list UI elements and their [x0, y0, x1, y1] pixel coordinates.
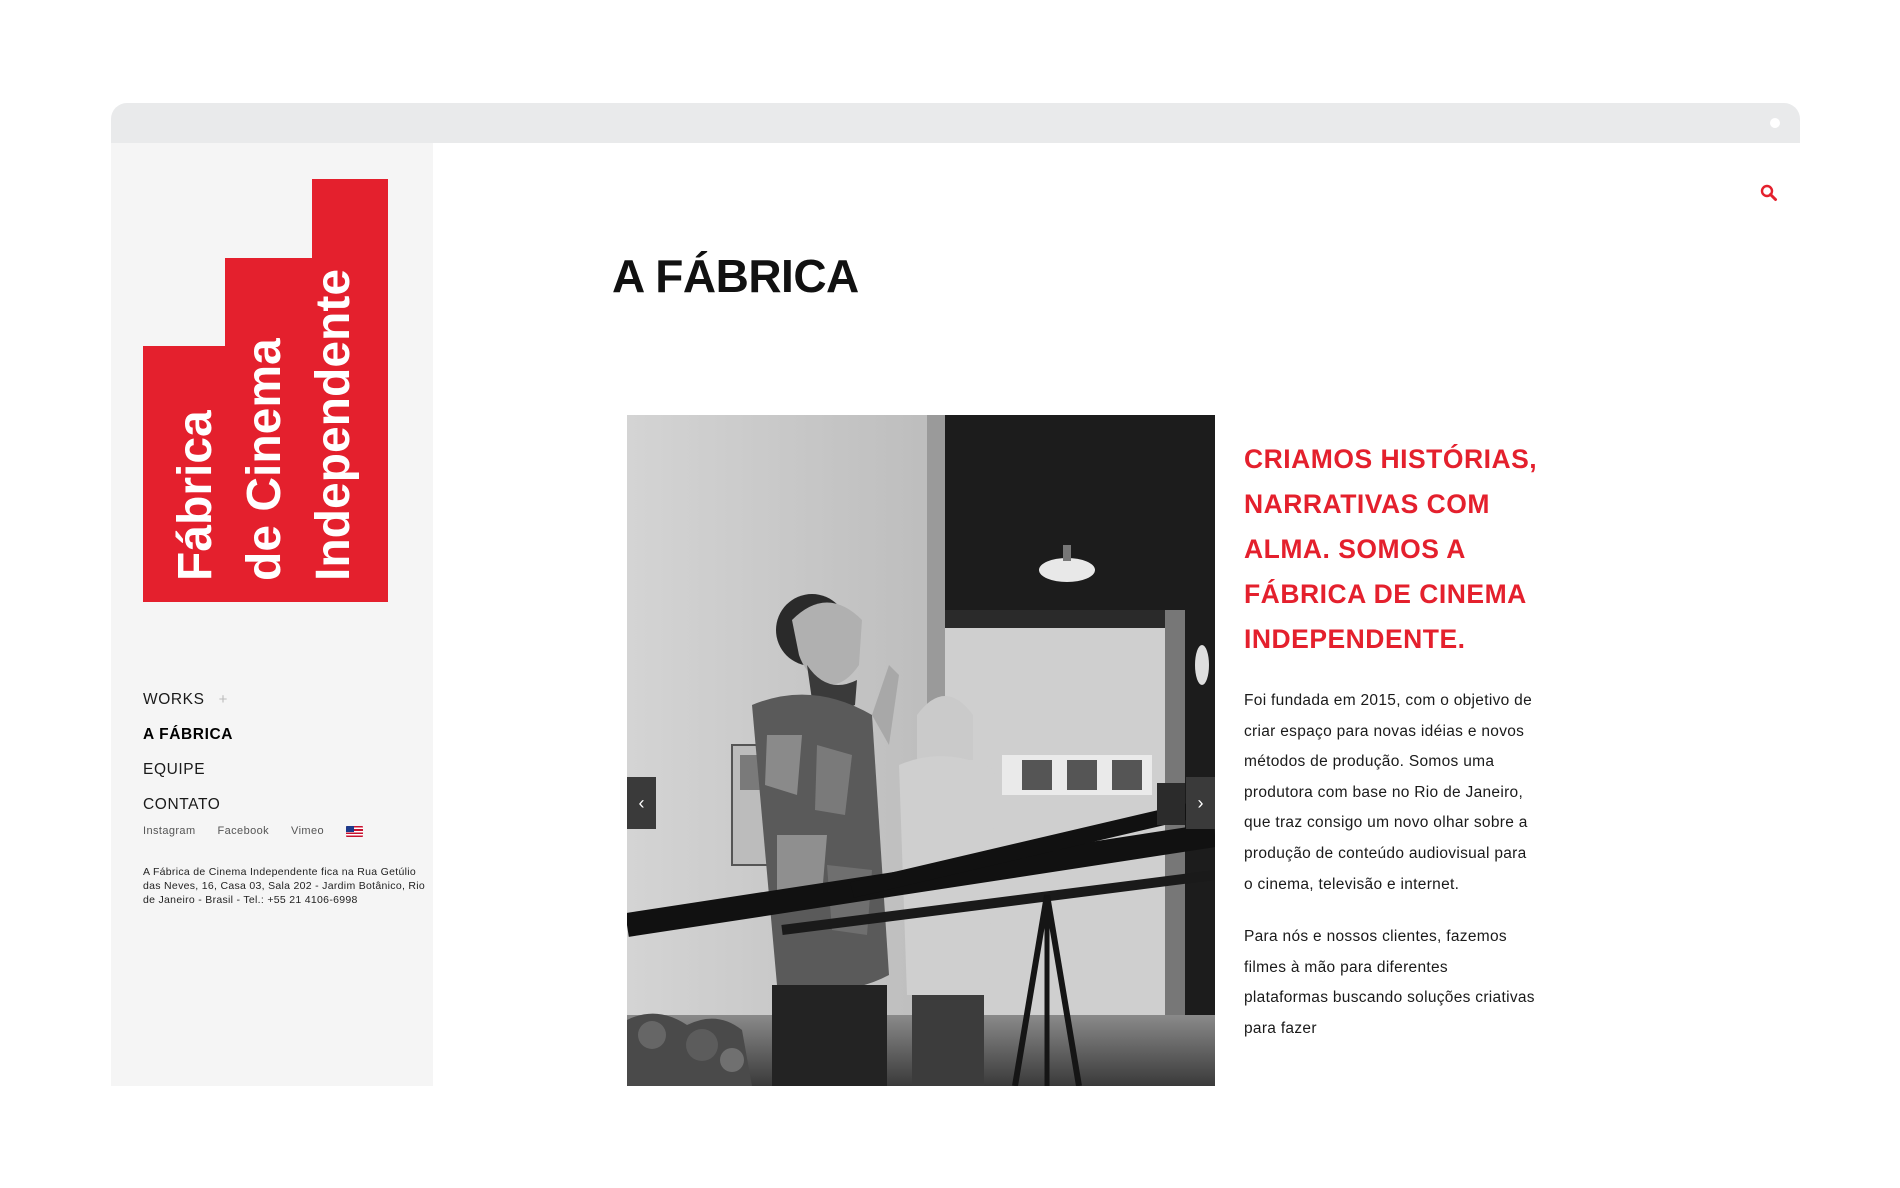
about-paragraph-2: Para nós e nossos clientes, fazemos filmes à mão para diferentes plataformas buscando soluções criativas para fazer [1244, 928, 1535, 1037]
nav-item-works[interactable] [143, 691, 233, 726]
photo-slider [627, 415, 1215, 1086]
logo-text-line2: de Cinema [238, 338, 291, 581]
facebook-link[interactable]: Facebook [217, 825, 270, 837]
nav-item-label: CONTATO [143, 796, 221, 813]
logo-text-line1: Fábrica [169, 410, 222, 581]
nav-item-label: WORKS [143, 691, 205, 708]
film-crew-photo [627, 415, 1215, 1086]
page-title: A FÁBRICA [612, 250, 859, 302]
intro-headline: CRIAMOS HISTÓRIAS, NARRATIVAS COM ALMA. SOMOS A FÁBRICA DE CINEMA INDEPENDENTE. [1244, 444, 1538, 654]
address-text: A Fábrica de Cinema Independente fica na Rua Getúlio das Neves, 16, Casa 03, Sala 202 - Jardim Botânico, Rio de Janeiro - Brasil - Tel.: +55 21 4106-6998 [143, 866, 426, 906]
nav-item-equipe[interactable] [143, 761, 233, 796]
window-dot-icon [1770, 118, 1780, 128]
nav-item-label: EQUIPE [143, 761, 206, 778]
nav-item-a-fabrica[interactable] [143, 726, 233, 761]
search-icon[interactable] [1759, 183, 1779, 203]
brand-logo[interactable] [143, 179, 388, 602]
sidebar [111, 143, 433, 1086]
page-viewport [111, 143, 1800, 1086]
nav-item-label: A FÁBRICA [143, 726, 234, 743]
browser-chrome-bar [111, 103, 1800, 143]
vimeo-link[interactable]: Vimeo [291, 825, 325, 837]
about-text [1244, 686, 1536, 1067]
browser-window [111, 103, 1800, 1086]
about-paragraph-1: Foi fundada em 2015, com o objetivo de criar espaço para novas idéias e novos métodos de produção. Somos uma produtora com base no Rio de Janeiro, que traz consigo um novo olhar sobre a produção de conteúdo audiovisual para o cinema, televisão e internet. [1244, 692, 1532, 893]
main-nav [143, 691, 233, 831]
slider-prev-button[interactable]: ‹ [627, 777, 656, 829]
logo-text-line3: Independente [307, 268, 360, 581]
instagram-link[interactable]: Instagram [143, 825, 196, 837]
us-flag-icon[interactable] [346, 826, 363, 837]
slider-next-button[interactable]: › [1186, 777, 1215, 829]
expand-plus-icon[interactable]: + [218, 691, 228, 708]
social-links [143, 825, 363, 837]
